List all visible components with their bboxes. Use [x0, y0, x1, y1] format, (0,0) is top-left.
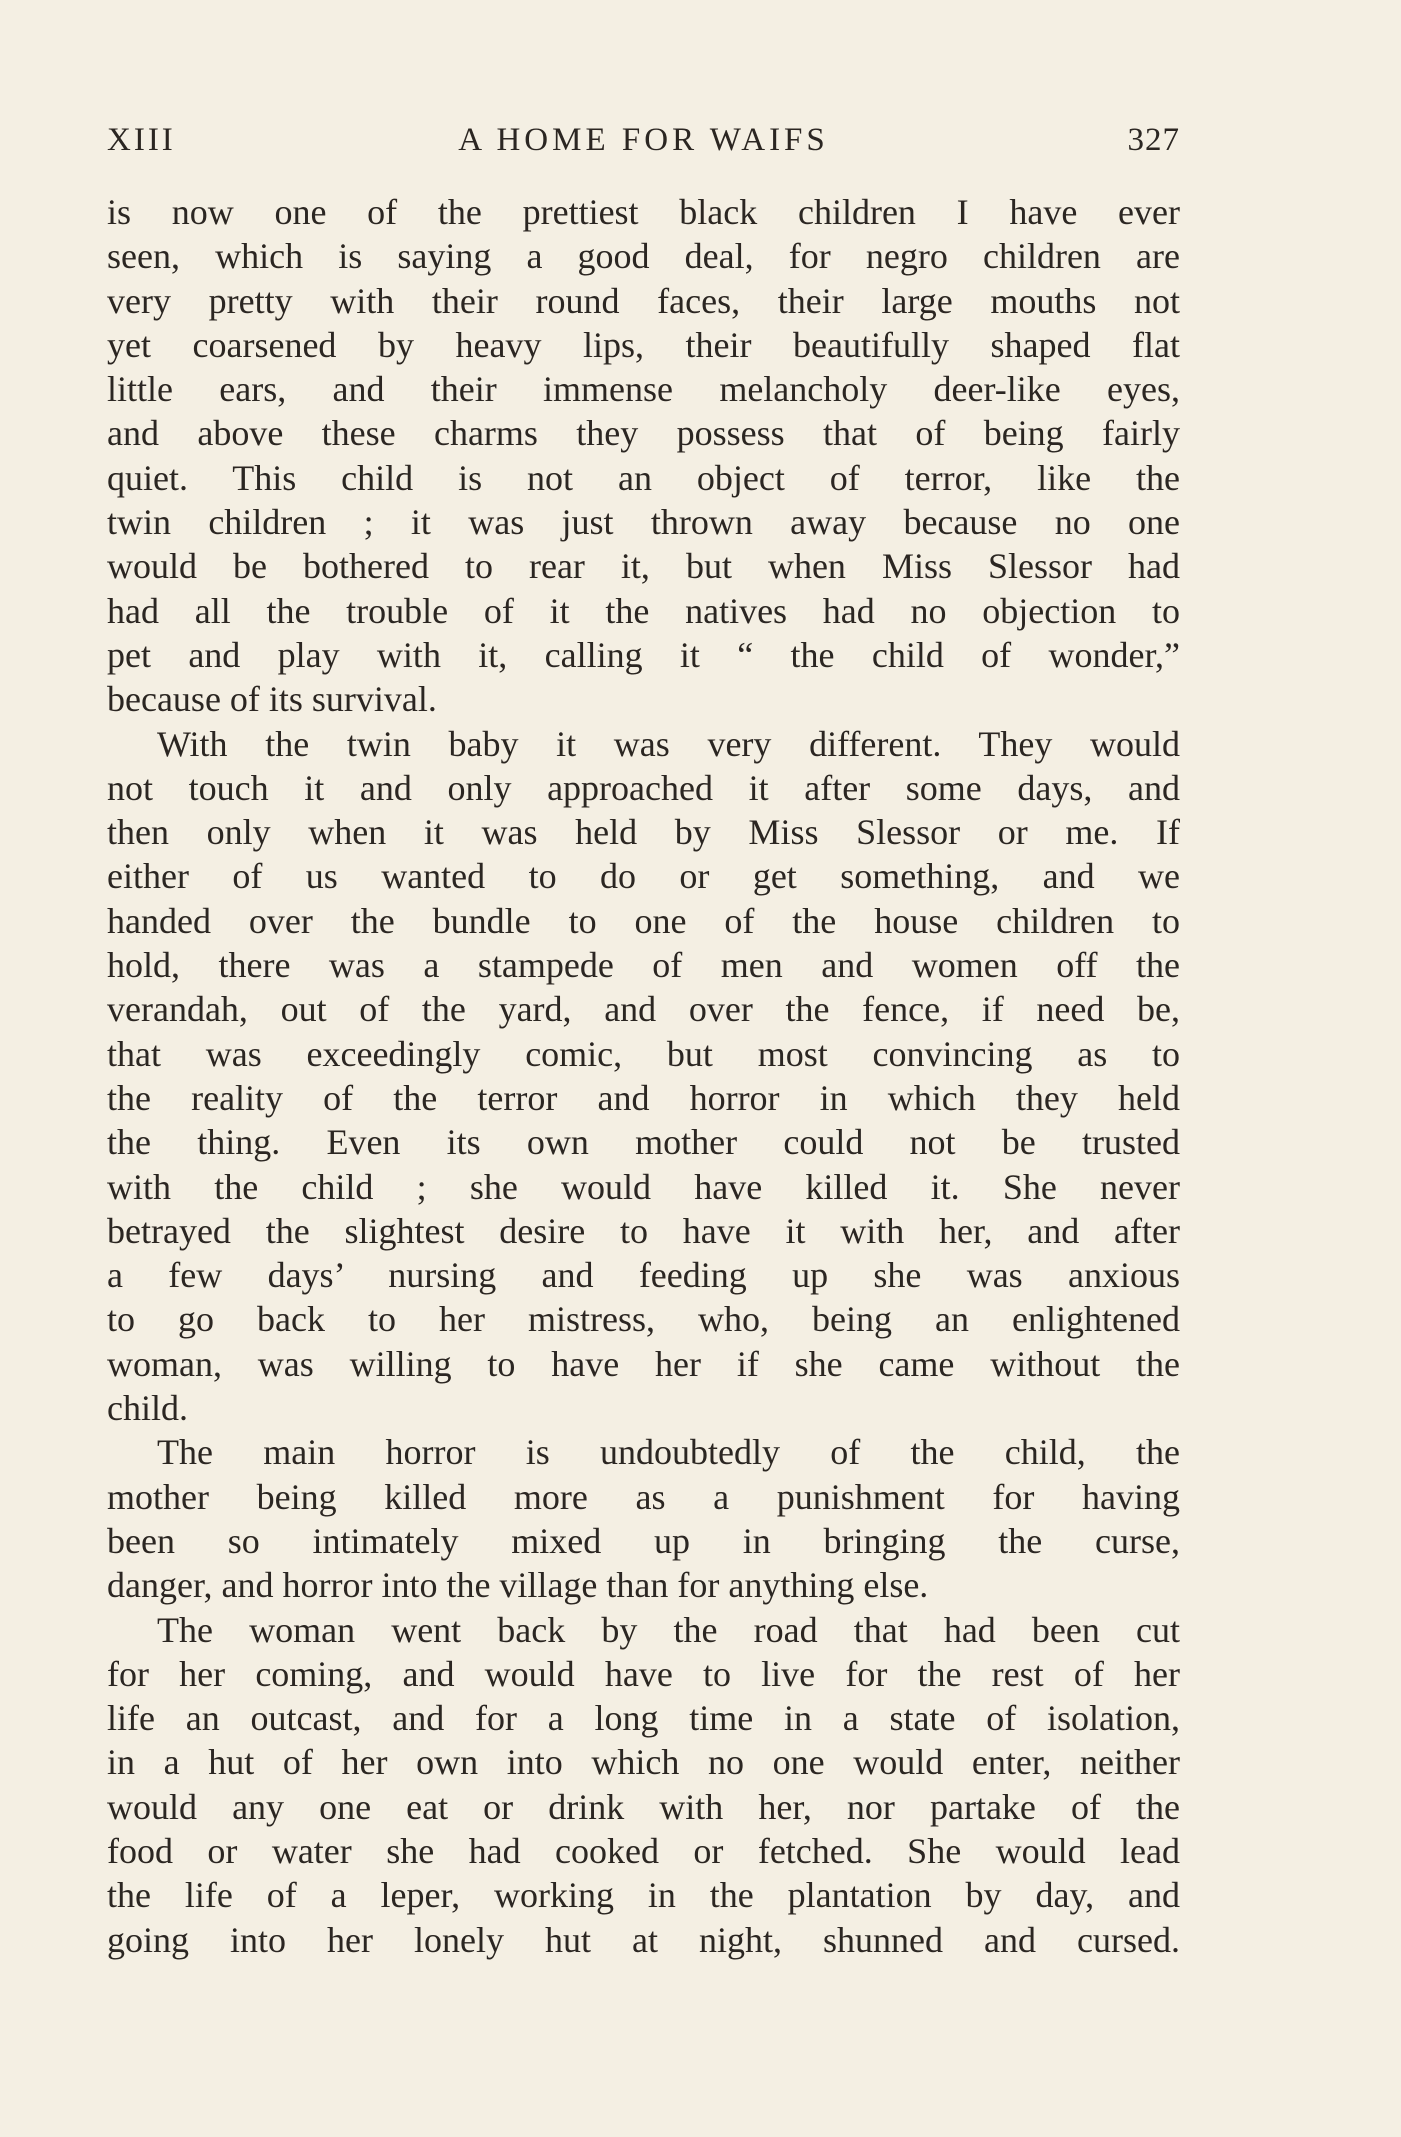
text-line: not touch it and only approached it after some days, and	[107, 767, 1180, 808]
text-line: the thing. Even its own mother could not be trusted	[107, 1122, 1180, 1163]
text-line: that was exceedingly comic, but most convincing as to	[107, 1033, 1180, 1074]
text-line: a few days’ nursing and feeding up she was anxious	[107, 1255, 1180, 1296]
text-line: with the child ; she would have killed it. She never	[107, 1166, 1180, 1207]
text-line: betrayed the slightest desire to have it with her, and after	[107, 1210, 1180, 1251]
text-line: either of us wanted to do or get something, and we	[107, 856, 1180, 897]
paragraph-start: The main horror is undoubtedly of the child, the	[157, 1432, 1180, 1473]
text-line: the life of a leper, working in the plantation by day, and	[107, 1875, 1180, 1916]
text-line: in a hut of her own into which no one would enter, neither	[107, 1742, 1180, 1783]
text-line: for her coming, and would have to live for the rest of her	[107, 1653, 1180, 1694]
page-title: A HOME FOR WAIFS	[458, 122, 829, 158]
text-line: hold, there was a stampede of men and women off the	[107, 945, 1180, 986]
paragraph-start: With the twin baby it was very different. They would	[157, 723, 1180, 764]
text-line: the reality of the terror and horror in which they held	[107, 1077, 1180, 1118]
text-line: very pretty with their round faces, their large mouths not	[107, 280, 1180, 321]
running-head	[107, 118, 1180, 162]
text-line: child.	[107, 1388, 188, 1429]
text-line: and above these charms they possess that of being fairly	[107, 413, 1180, 454]
text-line: had all the trouble of it the natives had no objection to	[107, 590, 1180, 631]
text-line: then only when it was held by Miss Slessor or me. If	[107, 812, 1180, 853]
text-line: mother being killed more as a punishment for having	[107, 1476, 1180, 1517]
text-line: pet and play with it, calling it “ the child of wonder,”	[107, 634, 1180, 675]
paragraph-start: The woman went back by the road that had been cut	[157, 1609, 1180, 1650]
text-line: quiet. This child is not an object of terror, like the	[107, 457, 1180, 498]
text-line: would be bothered to rear it, but when Miss Slessor had	[107, 546, 1180, 587]
text-line: is now one of the prettiest black children I have ever	[107, 192, 1180, 232]
page-number: 327	[1127, 122, 1180, 158]
text-line: verandah, out of the yard, and over the fence, if need be,	[107, 989, 1180, 1030]
text-line: yet coarsened by heavy lips, their beautifully shaped flat	[107, 324, 1180, 365]
text-line: woman, was willing to have her if she came without the	[107, 1343, 1180, 1384]
body-text	[107, 190, 1180, 1962]
text-line: little ears, and their immense melancholy deer-like eyes,	[107, 369, 1180, 410]
text-line: danger, and horror into the village than for anything else.	[107, 1565, 929, 1606]
text-line: going into her lonely hut at night, shunned and cursed.	[107, 1919, 1180, 1960]
text-line: would any one eat or drink with her, nor partake of the	[107, 1786, 1180, 1827]
text-line: because of its survival.	[107, 679, 437, 720]
text-line: been so intimately mixed up in bringing the curse,	[107, 1520, 1180, 1561]
text-line: handed over the bundle to one of the house children to	[107, 900, 1180, 941]
text-line: seen, which is saying a good deal, for negro children are	[107, 236, 1180, 277]
text-line: food or water she had cooked or fetched. She would lead	[107, 1830, 1180, 1871]
text-line: to go back to her mistress, who, being an enlightened	[107, 1299, 1180, 1340]
text-line: life an outcast, and for a long time in a state of isolation,	[107, 1698, 1180, 1739]
chapter-number: XIII	[107, 122, 176, 158]
text-line: twin children ; it was just thrown away because no one	[107, 502, 1180, 543]
